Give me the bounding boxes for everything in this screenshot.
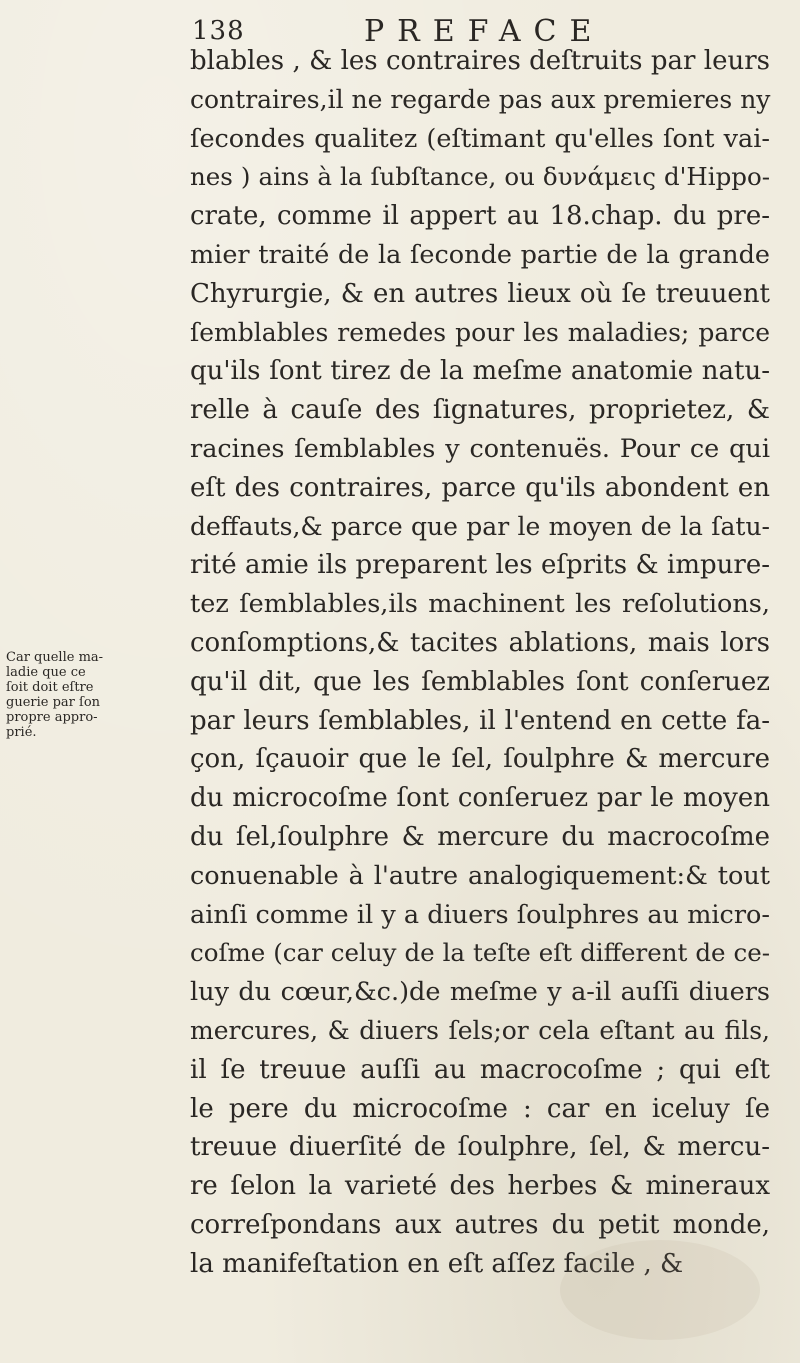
text-line: relle à cauſe des ſignatures, proprietez, &: [190, 395, 770, 426]
text-line: ainſi comme il y a diuers ſoulphres au micro-: [190, 899, 770, 930]
text-line: mier traité de la ſeconde partie de la grande: [190, 239, 770, 270]
text-line: deffauts,& parce que par le moyen de la ſatu-: [190, 511, 770, 541]
text-line: du microcoſme ſont conſeruez par le moyen: [190, 783, 770, 814]
text-line: ſemblables remedes pour les maladies; parce: [190, 317, 770, 347]
text-line: le pere du microcoſme : car en iceluy ſe: [190, 1093, 770, 1124]
page-number: 138: [192, 16, 245, 46]
text-line: racines ſemblables y contenuës. Pour ce qui: [190, 433, 770, 464]
text-line: du ſel,ſoulphre & mercure du macrocoſme: [190, 821, 770, 852]
text-line: contraires,il ne regarde pas aux premieres ny: [190, 84, 771, 114]
text-line: eſt des contraires, parce qu'ils abondent en: [190, 472, 770, 503]
text-line: qu'il dit, que les ſemblables ſont conſeruez: [190, 666, 770, 697]
text-line: blables , & les contraires deſtruits par leurs: [190, 46, 770, 76]
text-line: par leurs ſemblables, il l'entend en cette fa-: [190, 705, 770, 736]
margin-note-line: prié.: [6, 725, 37, 740]
text-line: mercures, & diuers ſels;or cela eſtant au fils,: [190, 1015, 770, 1045]
text-line: il ſe treuue auſſi au macrocoſme ; qui eſt: [190, 1054, 770, 1085]
margin-note-line: ſoit doit eſtre: [6, 680, 94, 695]
text-line: la manifeſtation en eſt aſſez facile , &: [190, 1248, 684, 1279]
text-line: correſpondans aux autres du petit monde,: [190, 1209, 770, 1240]
margin-note-line: guerie par ſon: [6, 695, 101, 710]
margin-note-line: propre appro-: [6, 710, 98, 725]
text-line: conuenable à l'autre analogiquement:& tout: [190, 860, 770, 891]
margin-note-line: Car quelle ma-: [6, 650, 104, 665]
text-line: treuue diuerſité de ſoulphre, ſel, & mercu-: [190, 1132, 770, 1163]
text-line: ſecondes qualitez (eſtimant qu'elles ſont vai-: [190, 123, 770, 154]
margin-note-line: ladie que ce: [6, 665, 86, 680]
text-line: re ſelon la varieté des herbes & mineraux: [190, 1171, 770, 1202]
text-line: luy du cœur,&c.)de meſme y a-il auſſi diuers: [190, 977, 770, 1008]
text-line: conſomptions,& tacites ablations, mais lors: [190, 627, 770, 658]
running-head: PREFACE: [364, 14, 605, 49]
text-line: rité amie ils preparent les eſprits & impure-: [190, 550, 770, 581]
text-line: coſme (car celuy de la teſte eſt different de ce-: [190, 938, 770, 968]
text-line: Chyrurgie, & en autres lieux où ſe treuuent: [190, 278, 770, 309]
text-line: qu'ils ſont tirez de la meſme anatomie natu-: [190, 356, 770, 387]
body-text: [190, 42, 770, 1284]
text-line: çon, ſçauoir que le ſel, ſoulphre & mercure: [190, 744, 770, 775]
margin-note: [6, 650, 166, 740]
paper-stain: [560, 1240, 760, 1340]
text-line: nes ) ains à la ſubſtance, ou δυνάμεις d'Hippo-: [190, 162, 770, 192]
text-line: tez ſemblables,ils machinent les reſolutions,: [190, 589, 770, 620]
text-line: crate, comme il appert au 18.chap. du pre-: [190, 201, 770, 232]
